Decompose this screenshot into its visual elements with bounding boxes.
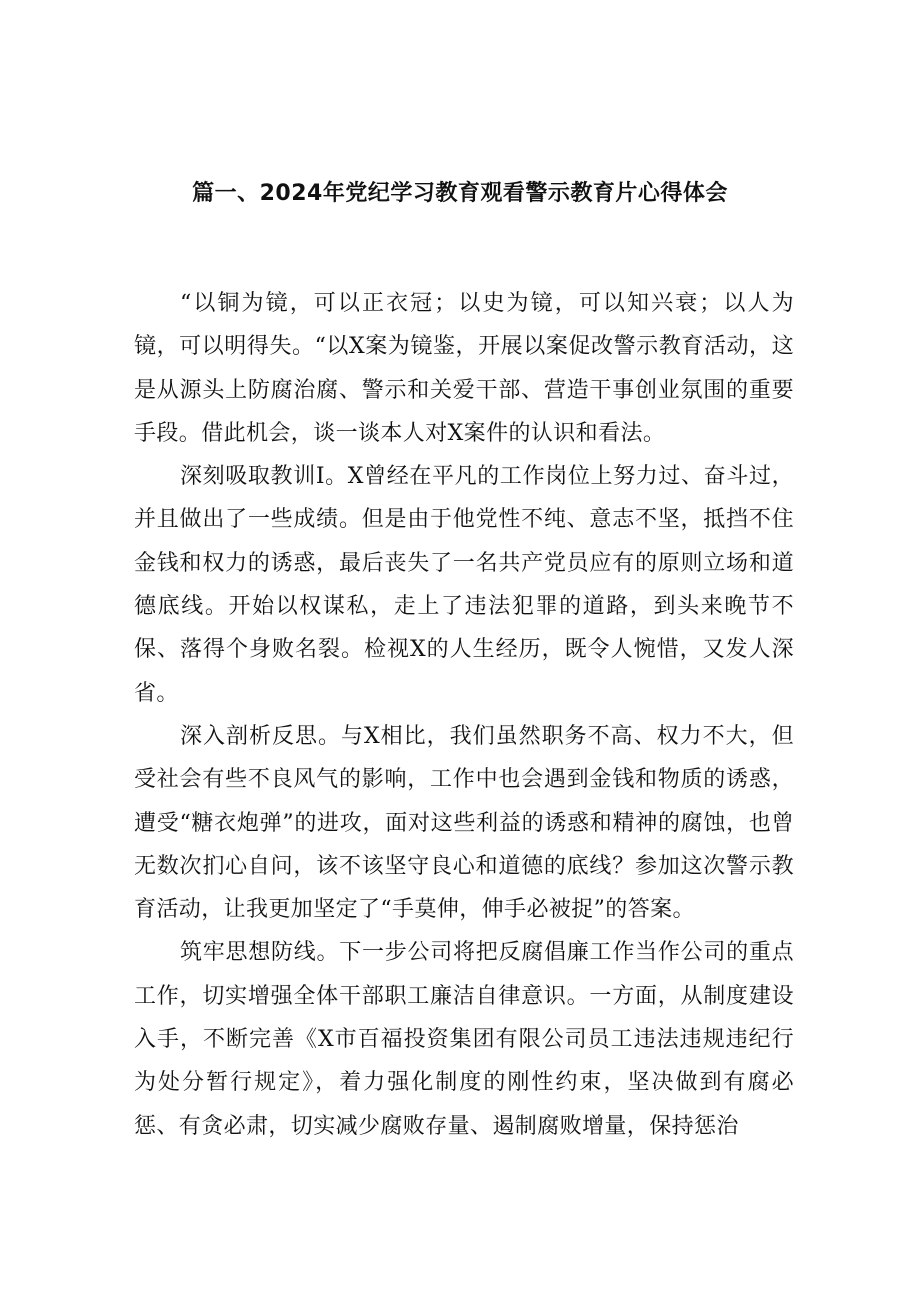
paragraph-reflection: 深入剖析反思。与X相比，我们虽然职务不高、权力不大，但受社会有些不良风气的影响，工作中也会遇到金钱和物质的诱惑，遭受“糖衣炮弹”的进攻，面对这些利益的诱惑和精神的腐蚀，也曾无数次扪心自问，该不该坚守良心和道德的底线？参加这次警示教育活动，让我更加坚定了“手莫伸，伸手必被捉”的答案。	[134, 723, 794, 923]
document-title: 篇一、2024年党纪学习教育观看警示教育片心得体会	[192, 181, 728, 206]
paragraph-intro: “以铜为镜，可以正衣冠；以史为镜，可以知兴衰；以人为镜，可以明得失。“以X案为镜鉴，开展以案促改警示教育活动，这是从源头上防腐治腐、警示和关爱干部、营造干事创业氛围的重要手段。借此机会，谈一谈本人对X案件的认识和看法。	[134, 291, 794, 446]
paragraph-lessons: 深刻吸取教训I。X曾经在平凡的工作岗位上努力过、奋斗过，并且做出了一些成绩。但是由于他党性不纯、意志不坚，抵挡不住金钱和权力的诱惑，最后丧失了一名共产党员应有的原则立场和道德底线。开始以权谋私，走上了违法犯罪的道路，到头来晚节不保、落得个身败名裂。检视X的人生经历，既令人惋惜，又发人深省。	[134, 464, 794, 706]
document-body	[134, 282, 794, 1148]
paragraph-defense: 筑牢思想防线。下一步公司将把反腐倡廉工作当作公司的重点工作，切实增强全体干部职工廉洁自律意识。一方面，从制度建设入手，不断完善《X市百福投资集团有限公司员工违法违规违纪行为处分暂行规定》，着力强化制度的刚性约束，坚决做到有腐必惩、有贪必肃，切实减少腐败存量、遏制腐败增量，保持惩治	[134, 940, 794, 1139]
